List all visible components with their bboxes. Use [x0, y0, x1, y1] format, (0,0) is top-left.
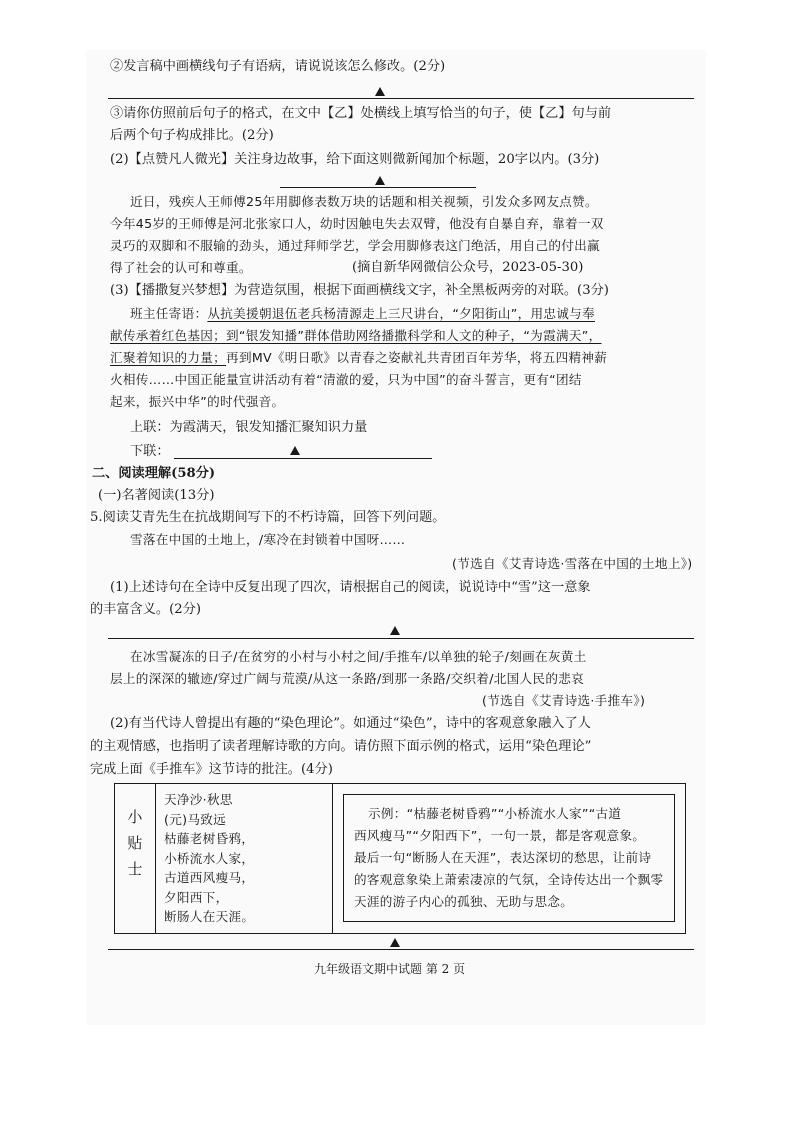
poem-2-line2: 层上的深深的辙迹/穿过广阔与荒漠/从这一条路/到那一条路/交织着/北国人民的悲哀 [110, 671, 584, 686]
page-footer: 九年级语文期中试题 第 2 页 [314, 962, 466, 976]
question-5-1-line1: (1)上述诗句在全诗中反复出现了四次，请根据自己的阅读，说说诗中“雪”这一意象 [110, 580, 591, 595]
poem-1-source: (节选自《艾青诗选·雪落在中国的土地上》) [452, 556, 693, 571]
part-2-question: (2)【点赞凡人微光】关注身边故事，给下面这则微新闻加个标题，20字以内。(3分) [110, 152, 600, 167]
underlined-text: 从抗美援朝退伍老兵杨清源走上三尺讲台，“夕阳街山”，用忠诚与奉 [207, 306, 595, 321]
question-2: ②发言稿中画横线句子有语病，请说说该怎么修改。(2分) [110, 59, 446, 74]
question-5: 5.阅读艾青先生在抗战期间写下的不朽诗篇，回答下列问题。 [90, 510, 446, 525]
answer-marker-icon [390, 938, 400, 947]
teacher-text: 再到MV《明日歌》以青春之姿献礼共青团百年芳华，将五四精神薪 [226, 350, 608, 365]
question-3-line2: 后两个句子构成排比。(2分) [110, 128, 274, 143]
answer-marker-icon [390, 626, 400, 635]
tips-poem [156, 784, 333, 934]
answer-line [108, 98, 694, 99]
poem-2-source: (节选自《艾青诗选·手推车》) [482, 693, 646, 708]
teacher-line-3 [110, 347, 607, 369]
example-line: 的客观意象染上萧索凄凉的气氛，全诗传达出一个飘零 [354, 872, 664, 887]
news-line-1: 近日，残疾人王师傅25年用脚修表数万块的话题和相关视频，引发众多网友点赞。 [130, 194, 598, 209]
poem-line: 古道西风瘦马， [164, 870, 255, 885]
example-line: 天涯的游子内心的孤独、无助与思念。 [354, 894, 574, 909]
answer-line [174, 458, 432, 459]
poem-2-line1: 在冰雪凝冻的日子/在贫穷的小村与小村之间/手推车/以单独的轮子/刻画在灰黄土 [130, 649, 587, 664]
question-5-2-line1: (2)有当代诗人曾提出有趣的“染色理论”。如通过“染色”，诗中的客观意象融入了人 [110, 716, 591, 731]
part-3-question: (3)【播撒复兴梦想】为营造氛围，根据下面画横线文字，补全黑板两旁的对联。(3分) [110, 283, 609, 298]
answer-marker-icon [375, 87, 385, 96]
subsection-1-heading: (一)名著阅读(13分) [98, 488, 215, 503]
tips-label-char: 贴 [127, 834, 143, 852]
news-source: (摘自新华网微信公众号，2023-05-30) [352, 260, 584, 275]
section-2-heading: 二、阅读理解(58分) [92, 466, 216, 481]
teacher-line-2: 献传承着红色基因；到“银发知播”群体借助网络播撒科学和人文的种子，“为霞满天”， [110, 328, 602, 343]
tips-label [115, 784, 156, 934]
couplet-upper: 上联：为霞满天，银发知播汇聚知识力量 [130, 420, 368, 435]
poem-line: 夕阳西下， [164, 889, 229, 905]
teacher-label: 班主任寄语： [130, 306, 208, 321]
answer-marker-icon [290, 446, 300, 455]
question-5-1-line2: 的丰富含义。(2分) [90, 602, 201, 617]
teacher-line-4: 火相传……中国正能量宣讲活动有着“清澈的爱，只为中国”的奋斗誓言，更有“团结 [110, 372, 582, 387]
question-3-line1: ③请你仿照前后句子的格式，在文中【乙】处横线上填写恰当的句子，使【乙】句与前 [110, 106, 612, 121]
poem-author: (元)马致远 [164, 811, 227, 827]
poem-title: 天净沙·秋思 [164, 792, 233, 807]
question-5-2-line3: 完成上面《手推车》这节诗的批注。(4分) [90, 762, 333, 777]
answer-line [108, 638, 694, 639]
couplet-lower-label: 下联： [130, 444, 170, 459]
news-line-3: 灵巧的双脚和不服输的劲头，通过拜师学艺，学会用脚修表这门绝活，用自己的付出赢 [110, 238, 600, 253]
news-line-4: 得了社会的认可和尊重。 [110, 260, 252, 275]
example-line: 西风瘦马”“夕阳西下”，一句一景，都是客观意象。 [354, 828, 646, 843]
underlined-text: 汇聚着知识的力量； [110, 350, 227, 365]
example-line: 最后一句“断肠人在天涯”，表达深切的愁思，让前诗 [354, 850, 652, 865]
tips-example [343, 794, 675, 922]
news-line-2: 今年45岁的王师傅是河北张家口人，幼时因触电失去双臂，他没有自暴自弃，靠着一双 [110, 216, 604, 231]
poem-1: 雪落在中国的土地上，/寒冷在封锁着中国呀…… [130, 532, 406, 547]
answer-line [108, 949, 694, 950]
poem-line: 小桥流水人家， [164, 850, 255, 866]
tips-label-char: 小 [127, 808, 143, 826]
teacher-line-5: 起来，振兴中华”的时代强音。 [110, 394, 285, 409]
teacher-line-1 [130, 303, 595, 325]
answer-marker-icon [375, 176, 385, 185]
tips-example-cell [333, 784, 686, 934]
tips-label-char: 士 [127, 860, 143, 878]
tips-box [114, 783, 686, 934]
answer-line [280, 187, 476, 188]
example-line: 示例：“枯藤老树昏鸦”“小桥流水人家”“古道 [368, 806, 622, 821]
poem-line: 断肠人在天涯。 [164, 909, 255, 924]
question-5-2-line2: 的主观情感，也指明了读者理解诗歌的方向。请仿照下面示例的格式，运用“染色理论” [90, 739, 592, 754]
exam-page [86, 50, 706, 1025]
poem-line: 枯藤老树昏鸦， [164, 831, 255, 846]
